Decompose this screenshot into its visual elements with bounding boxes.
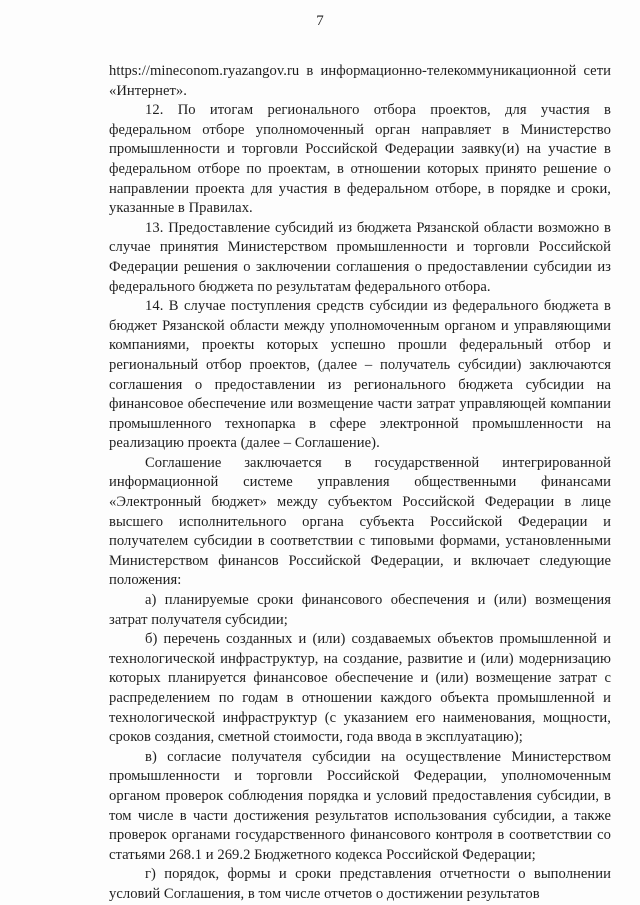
paragraph-item-13: 13. Предоставление субсидий из бюджета Рязанской области возможно в случае принятия Министерством промышленности и торговли Российской Федерации решения о заключении соглашения о предоставлении субсидии из федерального бюджета по результатам федерального отбора. (109, 219, 611, 295)
paragraph-continuation: https://mineconom.ryazangov.ru в информационно-телекоммуникационной сети «Интернет». (109, 63, 611, 99)
paragraph-subitem-a: а) планируемые сроки финансового обеспечения и (или) возмещения затрат получателя субсидии; (109, 592, 611, 628)
page-number: 7 (316, 13, 324, 29)
paragraph-item-12: 12. По итогам регионального отбора проектов, для участия в федеральном отборе уполномоченный орган направляет в Министерство промышленности и торговли Российской Федерации заявку(и) на участие в федеральном отборе по проектам, в отношении которых принято решение о направлении проекта для участия в федеральном отборе, в порядке и сроки, указанные в Правилах. (109, 102, 611, 217)
paragraph-agreement: Соглашение заключается в государственной интегрированной информационной системе управления общественными финансами «Электронный бюджет» между субъектом Российской Федерации в лице высшего исполнительного органа субъекта Российской Федерации и получателем субсидии в соответствии с типовыми формами, установленными Министерством финансов Российской Федерации, и включает следующие положения: (109, 454, 611, 589)
paragraph-item-14: 14. В случае поступления средств субсидии из федерального бюджета в бюджет Рязанской области между уполномоченным органом и управляющими компаниями, проекты которых успешно прошли федеральный отбор и региональный отбор проектов, (далее – получатель субсидии) заключаются соглашения о предоставлении из регионального бюджета субсидии на финансовое обеспечение или возмещение части затрат управляющей компании промышленного технопарка в сфере электронной промышленности на реализацию проекта (далее – Соглашение). (109, 298, 611, 452)
paragraph-subitem-b: б) перечень созданных и (или) создаваемых объектов промышленной и технологической инфраструктур, на создание, развитие и (или) модернизацию которых планируется финансовое обеспечение и (или) возмещение затрат с распределением по годам в отношении каждого объекта промышленной и технологической инфраструктур (с указанием его наименования, мощности, сроков создания, сметной стоимости, года ввода в эксплуатацию); (109, 631, 611, 746)
paragraph-subitem-v: в) согласие получателя субсидии на осуществление Министерством промышленности и торговли Российской Федерации, уполномоченным органом проверок соблюдения порядка и условий предоставления субсидии, в том числе в части достижения результатов использования субсидии, а также проверок органами государственного финансового контроля в соответствии со статьями 268.1 и 269.2 Бюджетного кодекса Российской Федерации; (109, 748, 611, 863)
document-body (109, 62, 611, 905)
paragraph-subitem-g: г) порядок, формы и сроки представления отчетности о выполнении условий Соглашения, в том числе отчетов о достижении результатов (109, 866, 611, 902)
